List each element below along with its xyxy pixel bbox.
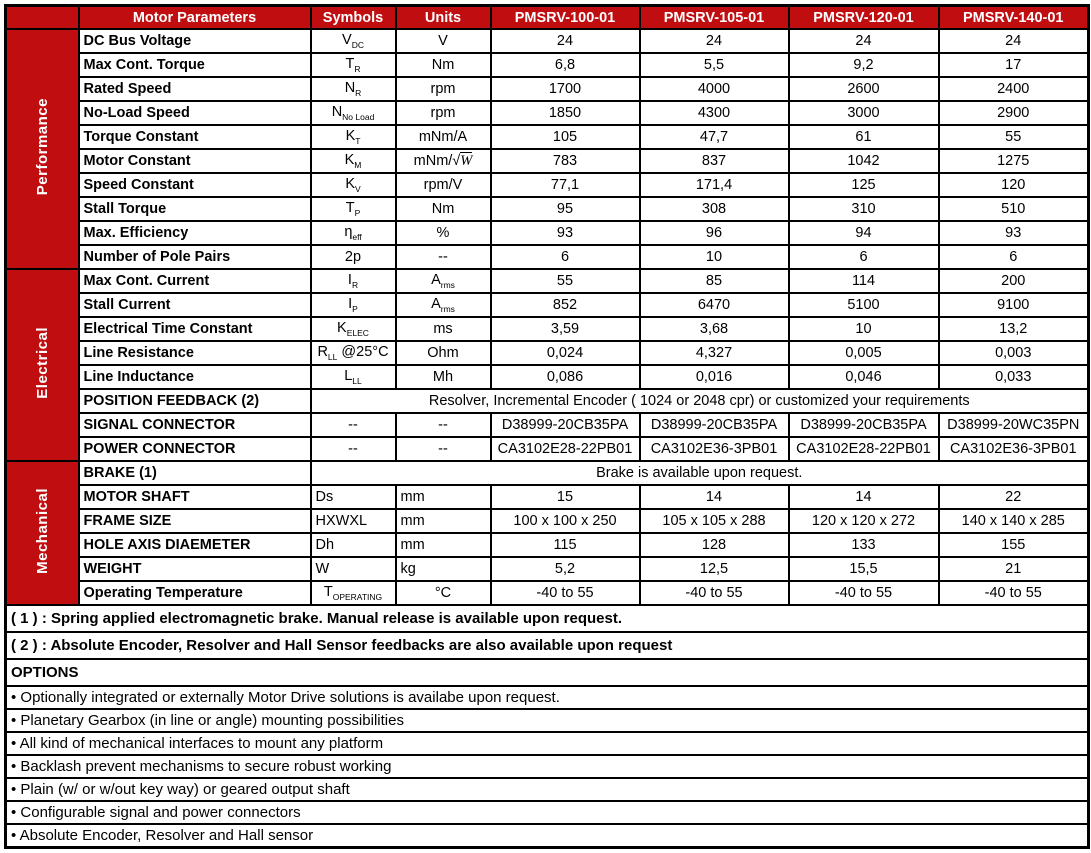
option-item: • Absolute Encoder, Resolver and Hall sensor [6, 824, 1089, 848]
value: 1700 [491, 77, 640, 101]
unit: rpm/V [396, 173, 491, 197]
table-row [6, 365, 1089, 389]
table-row [6, 29, 1089, 53]
param-label: Rated Speed [79, 77, 311, 101]
value: 100 x 100 x 250 [491, 509, 640, 533]
symbol: $N_{No Load}$ [311, 101, 396, 125]
header-model-pmsrv-120: PMSRV-120-01 [789, 6, 939, 30]
value: D38999-20CB35PA [789, 413, 939, 437]
value: 5100 [789, 293, 939, 317]
param-label: SIGNAL CONNECTOR [79, 413, 311, 437]
value: 22 [939, 485, 1089, 509]
unit: Nm [396, 197, 491, 221]
value: 10 [789, 317, 939, 341]
value: -40 to 55 [491, 581, 640, 605]
value: 5,2 [491, 557, 640, 581]
value: 55 [939, 125, 1089, 149]
value: 85 [640, 269, 789, 293]
footnote-row [6, 632, 1089, 659]
value: 17 [939, 53, 1089, 77]
table-row [6, 101, 1089, 125]
param-label: Max. Efficiency [79, 221, 311, 245]
table-row [6, 125, 1089, 149]
value: D38999-20CB35PA [640, 413, 789, 437]
param-label: FRAME SIZE [79, 509, 311, 533]
value: 15 [491, 485, 640, 509]
table-row [6, 317, 1089, 341]
value: 6 [789, 245, 939, 269]
symbol: -- [311, 413, 396, 437]
symbol: W [311, 557, 396, 581]
option-item: • Backlash prevent mechanisms to secure robust working [6, 755, 1089, 778]
symbol: $V_{DC}$ [311, 29, 396, 53]
unit: $A_{rms}$ [396, 293, 491, 317]
value: 1850 [491, 101, 640, 125]
value: 24 [789, 29, 939, 53]
header-motor-parameters: Motor Parameters [79, 6, 311, 30]
value: -40 to 55 [939, 581, 1089, 605]
table-row [6, 389, 1089, 413]
value: 0,046 [789, 365, 939, 389]
option-item: • Plain (w/ or w/out key way) or geared output shaft [6, 778, 1089, 801]
symbol: Dh [311, 533, 396, 557]
value: D38999-20CB35PA [491, 413, 640, 437]
value: 6,8 [491, 53, 640, 77]
header-symbols: Symbols [311, 6, 396, 30]
value: 510 [939, 197, 1089, 221]
value: 128 [640, 533, 789, 557]
option-item: • All kind of mechanical interfaces to mount any platform [6, 732, 1089, 755]
option-row [6, 686, 1089, 709]
footnote-row [6, 605, 1089, 632]
param-label: MOTOR SHAFT [79, 485, 311, 509]
value: -40 to 55 [640, 581, 789, 605]
header-model-pmsrv-140: PMSRV-140-01 [939, 6, 1089, 30]
option-item: • Planetary Gearbox (in line or angle) mounting possibilities [6, 709, 1089, 732]
param-label: Number of Pole Pairs [79, 245, 311, 269]
value: 6470 [640, 293, 789, 317]
value: 0,016 [640, 365, 789, 389]
value: 94 [789, 221, 939, 245]
value: 24 [939, 29, 1089, 53]
section-label-text: Mechanical [33, 488, 51, 574]
value: 310 [789, 197, 939, 221]
unit: mNm/√W [396, 149, 491, 173]
table-row [6, 557, 1089, 581]
table-row [6, 173, 1089, 197]
value: 0,005 [789, 341, 939, 365]
value: 0,024 [491, 341, 640, 365]
symbol: $T_R$ [311, 53, 396, 77]
value: 125 [789, 173, 939, 197]
value: 783 [491, 149, 640, 173]
value: 3000 [789, 101, 939, 125]
footnote-1: ( 1 ) : Spring applied electromagnetic brake. Manual release is available upon request. [6, 605, 1089, 632]
table-row [6, 533, 1089, 557]
unit: Nm [396, 53, 491, 77]
header-corner-cell [6, 6, 79, 30]
param-label: Line Resistance [79, 341, 311, 365]
value: 200 [939, 269, 1089, 293]
value: 47,7 [640, 125, 789, 149]
unit: Ohm [396, 341, 491, 365]
section-label-text: Electrical [33, 327, 51, 399]
unit: mm [396, 533, 491, 557]
param-label: Stall Current [79, 293, 311, 317]
position-feedback-span: Resolver, Incremental Encoder ( 1024 or 2048 cpr) or customized your requirements [311, 389, 1089, 413]
value: 1042 [789, 149, 939, 173]
value: 21 [939, 557, 1089, 581]
param-label: POSITION FEEDBACK (2) [79, 389, 311, 413]
section-label-electrical [6, 269, 79, 461]
value: 140 x 140 x 285 [939, 509, 1089, 533]
value: 3,59 [491, 317, 640, 341]
symbol: $K_{ELEC}$ [311, 317, 396, 341]
brake-span: Brake is available upon request. [311, 461, 1089, 485]
param-label: DC Bus Voltage [79, 29, 311, 53]
footnote-2: ( 2 ) : Absolute Encoder, Resolver and Hall Sensor feedbacks are also available upon request [6, 632, 1089, 659]
table-row [6, 509, 1089, 533]
unit: % [396, 221, 491, 245]
value: CA3102E36-3PB01 [939, 437, 1089, 461]
symbol: Ds [311, 485, 396, 509]
param-label: BRAKE (1) [79, 461, 311, 485]
spec-table [4, 4, 1090, 849]
section-label-performance [6, 29, 79, 269]
table-row [6, 77, 1089, 101]
option-row [6, 801, 1089, 824]
value: 0,033 [939, 365, 1089, 389]
value: 114 [789, 269, 939, 293]
table-row [6, 341, 1089, 365]
options-title: OPTIONS [6, 659, 1089, 686]
value: 2400 [939, 77, 1089, 101]
table-row [6, 149, 1089, 173]
value: 1275 [939, 149, 1089, 173]
value: 171,4 [640, 173, 789, 197]
option-row [6, 824, 1089, 848]
value: 155 [939, 533, 1089, 557]
value: 12,5 [640, 557, 789, 581]
header-model-pmsrv-100: PMSRV-100-01 [491, 6, 640, 30]
option-row [6, 778, 1089, 801]
value: 4,327 [640, 341, 789, 365]
value: 77,1 [491, 173, 640, 197]
table-row [6, 53, 1089, 77]
symbol: HXWXL [311, 509, 396, 533]
unit: ms [396, 317, 491, 341]
value: 24 [491, 29, 640, 53]
value: 115 [491, 533, 640, 557]
symbol: -- [311, 437, 396, 461]
header-model-pmsrv-105: PMSRV-105-01 [640, 6, 789, 30]
symbol: $I_R$ [311, 269, 396, 293]
value: 120 [939, 173, 1089, 197]
value: 15,5 [789, 557, 939, 581]
param-label: POWER CONNECTOR [79, 437, 311, 461]
unit: -- [396, 437, 491, 461]
param-label: Speed Constant [79, 173, 311, 197]
value: 93 [939, 221, 1089, 245]
value: 308 [640, 197, 789, 221]
table-row [6, 245, 1089, 269]
option-row [6, 732, 1089, 755]
unit: mm [396, 509, 491, 533]
header-units: Units [396, 6, 491, 30]
value: CA3102E28-22PB01 [491, 437, 640, 461]
motor-spec-sheet [4, 4, 1087, 849]
param-label: Torque Constant [79, 125, 311, 149]
unit: mNm/A [396, 125, 491, 149]
value: D38999-20WC35PN [939, 413, 1089, 437]
unit: -- [396, 245, 491, 269]
symbol: $R_{LL}$ @25°C [311, 341, 396, 365]
value: 6 [491, 245, 640, 269]
table-row [6, 269, 1089, 293]
option-item: • Optionally integrated or externally Motor Drive solutions is availabe upon request. [6, 686, 1089, 709]
param-label: Operating Temperature [79, 581, 311, 605]
value: 13,2 [939, 317, 1089, 341]
table-row [6, 437, 1089, 461]
param-label: Line Inductance [79, 365, 311, 389]
param-label: Max Cont. Torque [79, 53, 311, 77]
value: 2600 [789, 77, 939, 101]
value: 10 [640, 245, 789, 269]
value: 4300 [640, 101, 789, 125]
param-label: HOLE AXIS DIAEMETER [79, 533, 311, 557]
symbol: $T_{OPERATING}$ [311, 581, 396, 605]
unit: rpm [396, 77, 491, 101]
options-title-row [6, 659, 1089, 686]
value: 24 [640, 29, 789, 53]
value: 3,68 [640, 317, 789, 341]
value: 55 [491, 269, 640, 293]
value: 2900 [939, 101, 1089, 125]
value: 93 [491, 221, 640, 245]
unit: mm [396, 485, 491, 509]
value: CA3102E28-22PB01 [789, 437, 939, 461]
option-row [6, 709, 1089, 732]
value: 5,5 [640, 53, 789, 77]
symbol: $\eta_{eff}$ [311, 221, 396, 245]
symbol: $L_{LL}$ [311, 365, 396, 389]
value: 96 [640, 221, 789, 245]
value: 852 [491, 293, 640, 317]
value: 14 [789, 485, 939, 509]
value: 6 [939, 245, 1089, 269]
section-label-mechanical [6, 461, 79, 605]
symbol: $I_P$ [311, 293, 396, 317]
table-row [6, 413, 1089, 437]
symbol: $T_P$ [311, 197, 396, 221]
value: CA3102E36-3PB01 [640, 437, 789, 461]
symbol: 2p [311, 245, 396, 269]
param-label: No-Load Speed [79, 101, 311, 125]
unit: kg [396, 557, 491, 581]
value: 4000 [640, 77, 789, 101]
value: 9,2 [789, 53, 939, 77]
value: 120 x 120 x 272 [789, 509, 939, 533]
symbol: $K_M$ [311, 149, 396, 173]
unit: -- [396, 413, 491, 437]
unit: rpm [396, 101, 491, 125]
table-row [6, 197, 1089, 221]
table-row [6, 293, 1089, 317]
param-label: WEIGHT [79, 557, 311, 581]
symbol: $K_V$ [311, 173, 396, 197]
table-row [6, 221, 1089, 245]
value: 105 [491, 125, 640, 149]
value: 95 [491, 197, 640, 221]
symbol: $N_R$ [311, 77, 396, 101]
value: 9100 [939, 293, 1089, 317]
value: 133 [789, 533, 939, 557]
option-item: • Configurable signal and power connectors [6, 801, 1089, 824]
unit: °C [396, 581, 491, 605]
table-row [6, 485, 1089, 509]
unit: Mh [396, 365, 491, 389]
unit: $A_{rms}$ [396, 269, 491, 293]
value: 105 x 105 x 288 [640, 509, 789, 533]
symbol: $K_T$ [311, 125, 396, 149]
header-row [6, 6, 1089, 30]
unit: V [396, 29, 491, 53]
table-row [6, 581, 1089, 605]
value: 0,086 [491, 365, 640, 389]
value: -40 to 55 [789, 581, 939, 605]
value: 837 [640, 149, 789, 173]
table-row [6, 461, 1089, 485]
value: 14 [640, 485, 789, 509]
value: 61 [789, 125, 939, 149]
param-label: Max Cont. Current [79, 269, 311, 293]
section-label-text: Performance [33, 98, 51, 196]
option-row [6, 755, 1089, 778]
param-label: Motor Constant [79, 149, 311, 173]
value: 0,003 [939, 341, 1089, 365]
param-label: Stall Torque [79, 197, 311, 221]
param-label: Electrical Time Constant [79, 317, 311, 341]
